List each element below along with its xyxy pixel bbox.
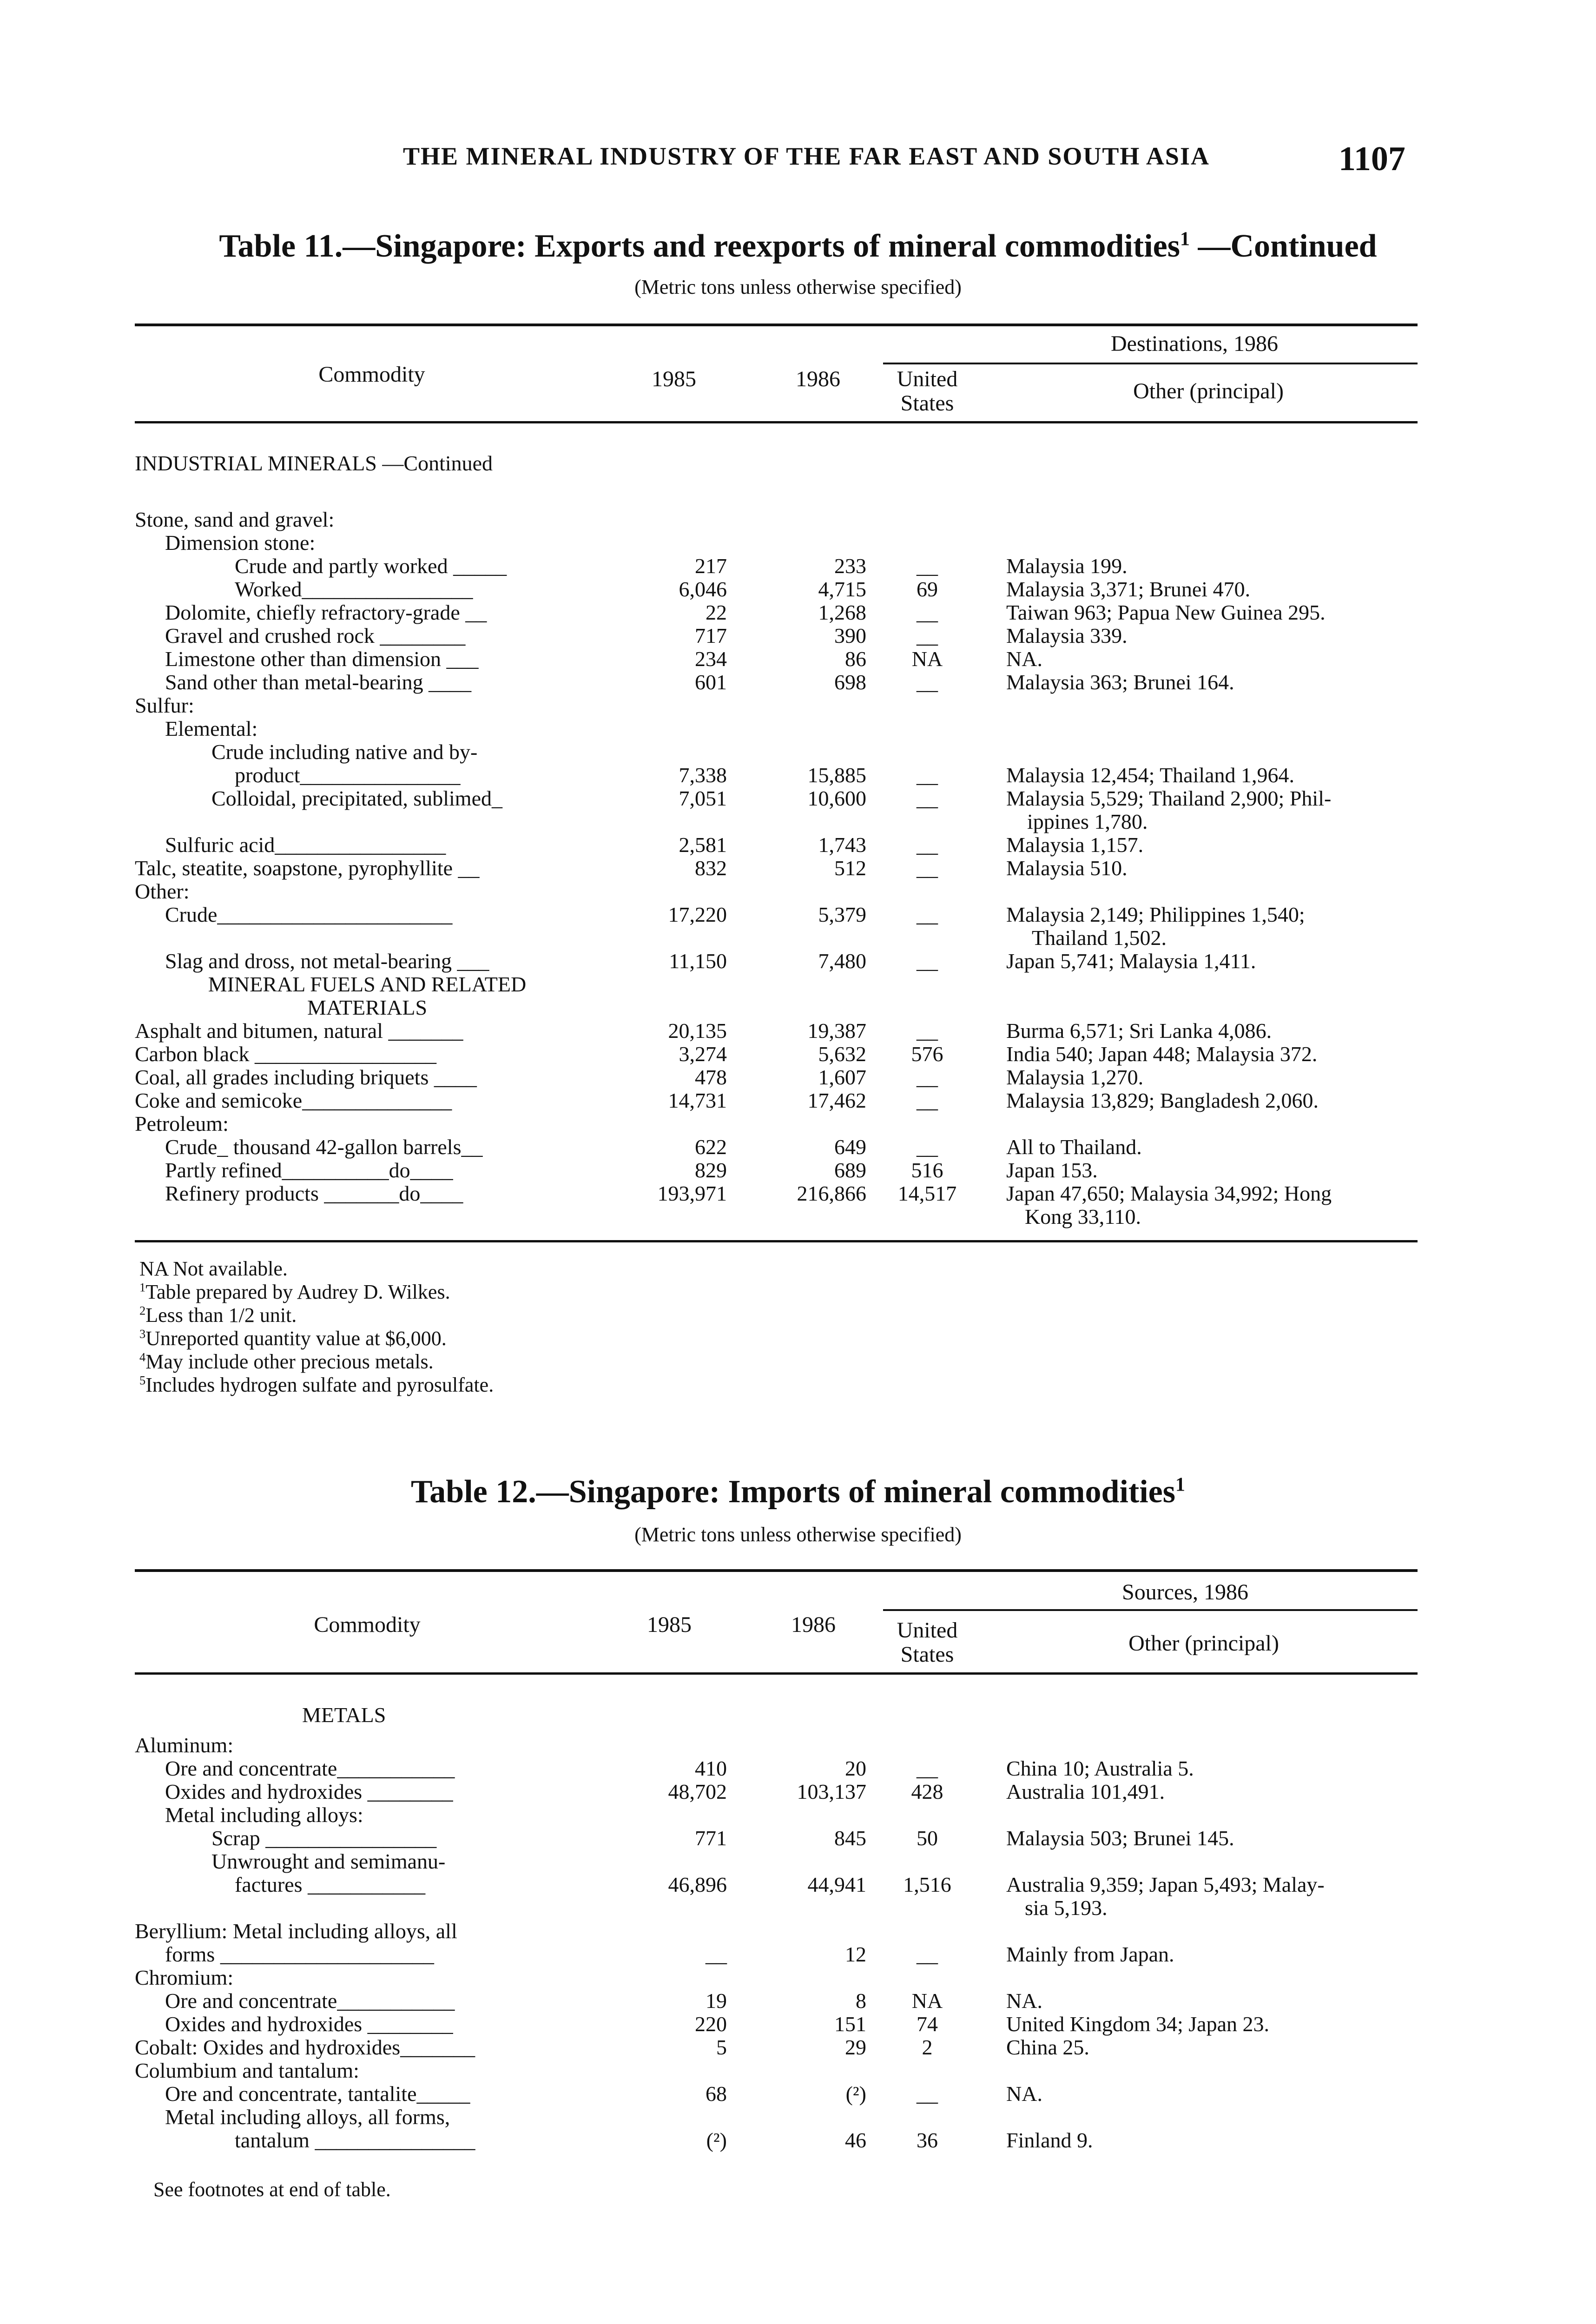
footnote: $^1$Table prepared by Audrey D. Wilkes. xyxy=(139,1280,450,1303)
table11-group-header: Destinations, 1986 xyxy=(1111,331,1278,356)
table-row: Petroleum: xyxy=(135,1112,229,1136)
table-row: Aluminum: xyxy=(135,1733,234,1757)
table-row: Worked________________ 6,046 4,715 69 Malaysia 3,371; Brunei 470. xyxy=(235,577,1251,601)
running-head: THE MINERAL INDUSTRY OF THE FAR EAST AND SOUTH ASIA xyxy=(403,142,1210,170)
table-row: forms ____________________ __ 12 __ Mainly from Japan. xyxy=(165,1942,1174,1966)
table-row: Cobalt: Oxides and hydroxides_______ 5 29 2 China 25. xyxy=(135,2035,1089,2059)
table-row: tantalum _______________ (²) 46 36 Finland 9. xyxy=(235,2128,1093,2152)
table12-subtitle: (Metric tons unless otherwise specified) xyxy=(634,1523,962,1546)
table-row: Other: xyxy=(135,879,190,903)
table11-1985-header: 1985 xyxy=(652,367,696,391)
table-row: Dolomite, chiefly refractory-grade __ 22 1,268 __ Taiwan 963; Papua New Guinea 295. xyxy=(165,601,1326,624)
table-row: Elemental: xyxy=(165,717,258,740)
table-row: Refinery products _______do____ 193,971 216,866 14,517 Japan 47,650; Malaysia 34,992; Hong xyxy=(165,1182,1332,1205)
table-row: Oxides and hydroxides ________ 220 151 74 United Kingdom 34; Japan 23. xyxy=(165,2012,1269,2036)
footnote: $^4$May include other precious metals. xyxy=(139,1350,434,1373)
table-row: MINERAL FUELS AND RELATED xyxy=(208,972,527,996)
table-row: Ore and concentrate___________ 410 20 __ China 10; Australia 5. xyxy=(165,1756,1194,1780)
table-row: Columbium and tantalum: xyxy=(135,2059,359,2082)
footnote: $^2$Less than 1/2 unit. xyxy=(139,1303,297,1327)
table12-group-header: Sources, 1986 xyxy=(1122,1580,1248,1604)
table-row: Crude and partly worked _____ 217 233 __ Malaysia 199. xyxy=(235,554,1128,578)
table-row: Sulfuric acid________________ 2,581 1,743 __ Malaysia 1,157. xyxy=(165,833,1144,857)
table-row: Coal, all grades including briquets ____ 478 1,607 __ Malaysia 1,270. xyxy=(135,1065,1144,1089)
table-row: Coke and semicoke______________ 14,731 17,462 __ Malaysia 13,829; Bangladesh 2,060. xyxy=(135,1089,1319,1112)
see-footnotes-note: See footnotes at end of table. xyxy=(153,2178,391,2201)
table-row: Metal including alloys, all forms, xyxy=(165,2105,450,2129)
table-row: Metal including alloys: xyxy=(165,1803,363,1827)
table11-top-rule xyxy=(135,324,1418,326)
table-row: Colloidal, precipitated, sublimed_ 7,051 10,600 __ Malaysia 5,529; Thailand 2,900; Phil- xyxy=(211,786,1332,810)
table-row: INDUSTRIAL MINERALS —Continued xyxy=(135,451,493,475)
table-row: MATERIALS xyxy=(307,996,428,1019)
table-row: Talc, steatite, soapstone, pyrophyllite __ 832 512 __ Malaysia 510. xyxy=(135,856,1128,880)
table-row: Partly refined__________do____ 829 689 516 Japan 153. xyxy=(165,1158,1098,1182)
table11-us-header: United States xyxy=(897,367,958,416)
table-row: Limestone other than dimension ___ 234 86 NA NA. xyxy=(165,647,1042,671)
table11-title: Table 11.—Singapore: Exports and reexports of mineral commodities$^1$ —Continued xyxy=(219,228,1377,264)
table11-commodity-header: Commodity xyxy=(318,362,425,387)
table12-title: Table 12.—Singapore: Imports of mineral commodities$^1$ xyxy=(411,1474,1185,1510)
table12-1986-header: 1986 xyxy=(791,1612,836,1637)
table12-commodity-header: Commodity xyxy=(314,1612,421,1637)
table-row: Crude including native and by- xyxy=(211,740,478,764)
table-row: Ore and concentrate___________ 19 8 NA NA. xyxy=(165,1989,1042,2013)
table-row: ippines 1,780. xyxy=(1027,810,1148,833)
table-row: Unwrought and semimanu- xyxy=(211,1849,446,1873)
table-row: Crude_ thousand 42-gallon barrels__ 622 649 __ All to Thailand. xyxy=(165,1135,1142,1159)
table-row: Oxides and hydroxides ________ 48,702 103,137 428 Australia 101,491. xyxy=(165,1780,1165,1803)
table-row: Beryllium: Metal including alloys, all xyxy=(135,1919,457,1943)
table-row: sia 5,193. xyxy=(1025,1896,1108,1920)
table12-other-header: Other (principal) xyxy=(1128,1631,1279,1656)
table12-top-rule xyxy=(135,1569,1418,1572)
footnote: NA Not available. xyxy=(139,1257,288,1280)
table-row: Scrap ________________ 771 845 50 Malaysia 503; Brunei 145. xyxy=(211,1826,1234,1850)
table12-1985-header: 1985 xyxy=(647,1612,692,1637)
table12-us-header: United States xyxy=(897,1618,958,1667)
table-row: Slag and dross, not metal-bearing ___ 11,150 7,480 __ Japan 5,741; Malaysia 1,411. xyxy=(165,949,1256,973)
table-row: Dimension stone: xyxy=(165,531,316,555)
page-number: 1107 xyxy=(1339,140,1405,178)
table11-subtitle: (Metric tons unless otherwise specified) xyxy=(634,276,962,298)
table11-1986-header: 1986 xyxy=(796,367,840,391)
table-row: factures ___________ 46,896 44,941 1,516 Australia 9,359; Japan 5,493; Malay- xyxy=(235,1873,1325,1896)
table-row: Thailand 1,502. xyxy=(1032,926,1167,950)
table11-bottom-rule xyxy=(135,1240,1418,1242)
table12-header-rule xyxy=(135,1672,1418,1675)
table-row: Asphalt and bitumen, natural _______ 20,135 19,387 __ Burma 6,571; Sri Lanka 4,086. xyxy=(135,1019,1272,1043)
table-row: Crude______________________ 17,220 5,379 __ Malaysia 2,149; Philippines 1,540; xyxy=(165,903,1305,926)
table-row: product_______________ 7,338 15,885 __ Malaysia 12,454; Thailand 1,964. xyxy=(235,763,1295,787)
table-row: Stone, sand and gravel: xyxy=(135,508,335,531)
table11-group-rule xyxy=(883,363,1418,364)
table11-other-header: Other (principal) xyxy=(1133,379,1284,403)
table-row: Ore and concentrate, tantalite_____ 68 (²) __ NA. xyxy=(165,2082,1042,2106)
table-row: Kong 33,110. xyxy=(1025,1205,1141,1228)
footnote: $^3$Unreported quantity value at $6,000. xyxy=(139,1327,447,1350)
table-row: Sand other than metal-bearing ____ 601 698 __ Malaysia 363; Brunei 164. xyxy=(165,670,1234,694)
footnote: $^5$Includes hydrogen sulfate and pyrosulfate. xyxy=(139,1373,494,1396)
table-row: Carbon black _________________ 3,274 5,632 576 India 540; Japan 448; Malaysia 372. xyxy=(135,1042,1318,1066)
table-row: Gravel and crushed rock ________ 717 390 __ Malaysia 339. xyxy=(165,624,1128,647)
table12-group-rule xyxy=(883,1609,1418,1611)
table-row: METALS xyxy=(302,1703,386,1727)
table-row: Chromium: xyxy=(135,1966,234,1989)
table-row: Sulfur: xyxy=(135,693,194,717)
table11-header-rule xyxy=(135,421,1418,423)
